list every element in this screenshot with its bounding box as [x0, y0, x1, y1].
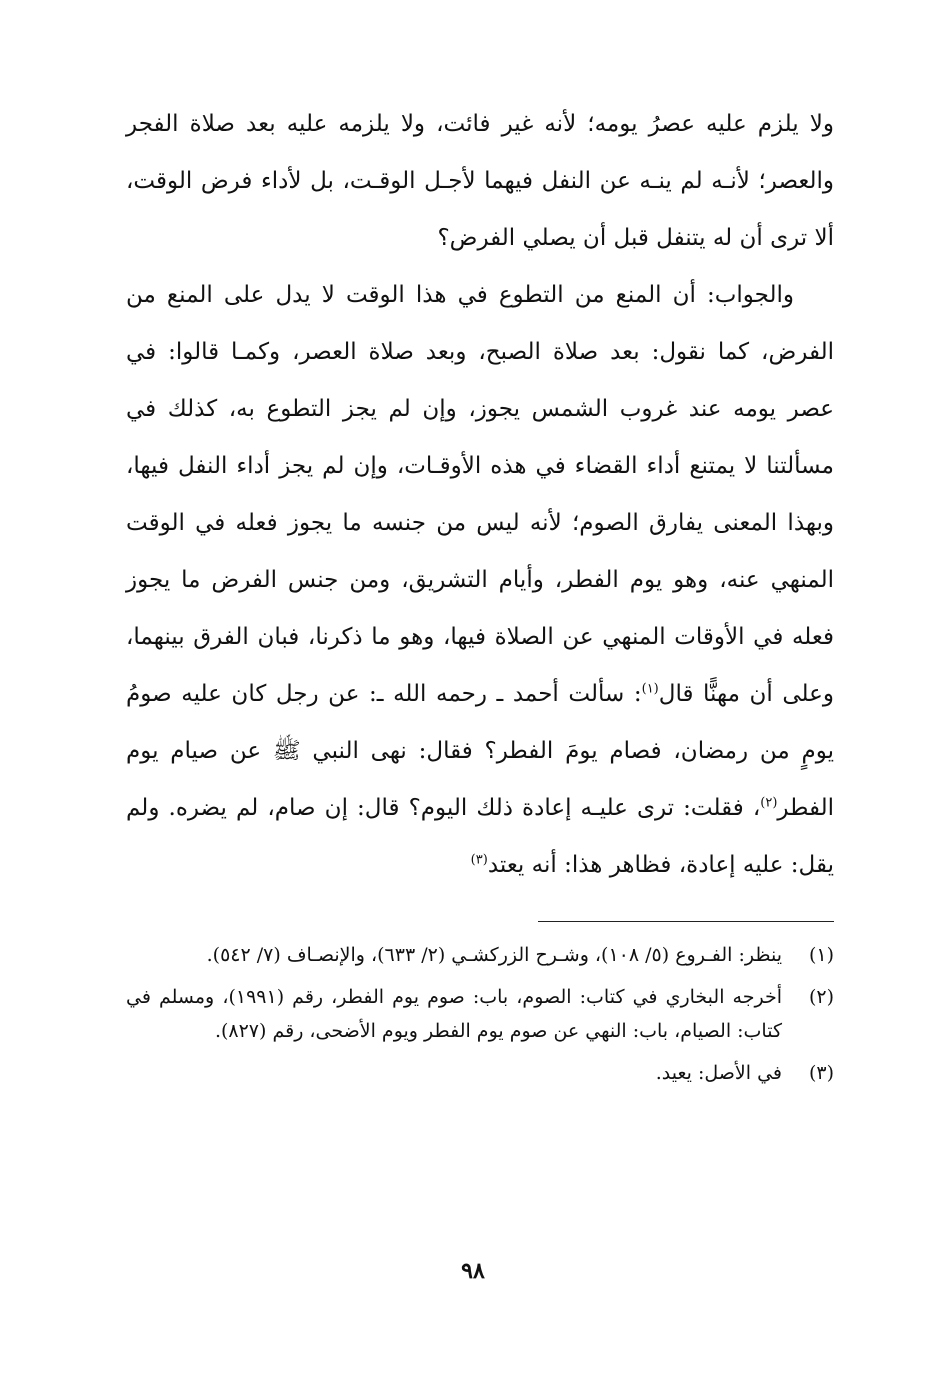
footnote-number: (٢)	[808, 986, 834, 1008]
footnote-ref-3[interactable]: (٣)	[470, 852, 488, 868]
paragraph-1: ولا يلزم عليه عصرُ يومه؛ لأنه غير فائت، ولا يلزمه عليه بعد صلاة الفجر والعصر؛ لأنـه لم ينـه عن النفل فيهما لأجـل الوقـت، بل لأداء فرض الوقت، ألا ترى أن له يتنفل قبل أن يصلي الفرض؟	[126, 111, 834, 251]
footnote-divider	[538, 921, 834, 922]
footnote-text: أخرجه البخاري في كتاب: الصوم، باب: صوم يوم الفطر، رقم (١٩٩١)، ومسلم في كتاب: الصيام، باب: النهي عن صوم يوم الفطر ويوم الأضحى، رقم (٨٢٧).	[126, 986, 782, 1042]
paragraph-2-part-c: ، فقلت: ترى عليـه إعادة ذلك اليوم؟ قال: إن صام، لم يضره. ولم يقل: عليه إعادة، فظاهر هذا: أنه يعتد	[126, 795, 834, 878]
page-number: ٩٨	[461, 1258, 485, 1284]
footnotes-section	[126, 938, 834, 1098]
footnote-3	[126, 1056, 834, 1090]
main-text	[126, 96, 834, 894]
paragraph-2-part-a: والجواب: أن المنع من التطوع في هذا الوقت لا يدل على المنع من الفرض، كما نقول: بعد صلاة الصبح، وبعد صلاة العصر، وكمـا قالوا: في عصر يومه عند غروب الشمس يجوز، وإن لم يجز التطوع به، كذلك في مسألتنا لا يمتنع أداء القضاء في هذه الأوقـات، وإن لم يجز أداء النفل فيها، وبهذا المعنى يفارق الصوم؛ لأنه ليس من جنسه ما يجوز فعله في الوقت المنهي عنه، وهو يوم الفطر، وأيام التشريق، ومن جنس الفرض ما يجوز فعله في الأوقات المنهي عن الصلاة فيها، وهو ما ذكرنا، فبان الفرق بينهما، وعلى أن مهنًّا قال	[126, 282, 834, 707]
footnote-number: (٣)	[808, 1062, 834, 1084]
footnote-text: ينظر: الفـروع (٥/ ١٠٨)، وشـرح الزركشـي (٢/ ٦٣٣)، والإنصـاف (٧/ ٥٤٢).	[206, 944, 782, 966]
footnote-ref-1[interactable]: (١)	[641, 681, 659, 697]
paragraph-2-part-b: : سألت أحمد ـ رحمه الله ـ: عن رجل كان عليه صومُ يومٍ من رمضان، فصام يومَ الفطر؟ فقال: نهى النبي ﷺ عن صيام يوم الفطر	[126, 681, 834, 821]
paragraph-2	[126, 267, 834, 894]
footnote-text: في الأصل: يعيد.	[655, 1062, 782, 1084]
footnote-2	[126, 980, 834, 1048]
footnote-number: (١)	[808, 944, 834, 966]
footnote-1	[126, 938, 834, 972]
footnote-ref-2[interactable]: (٢)	[760, 795, 778, 811]
